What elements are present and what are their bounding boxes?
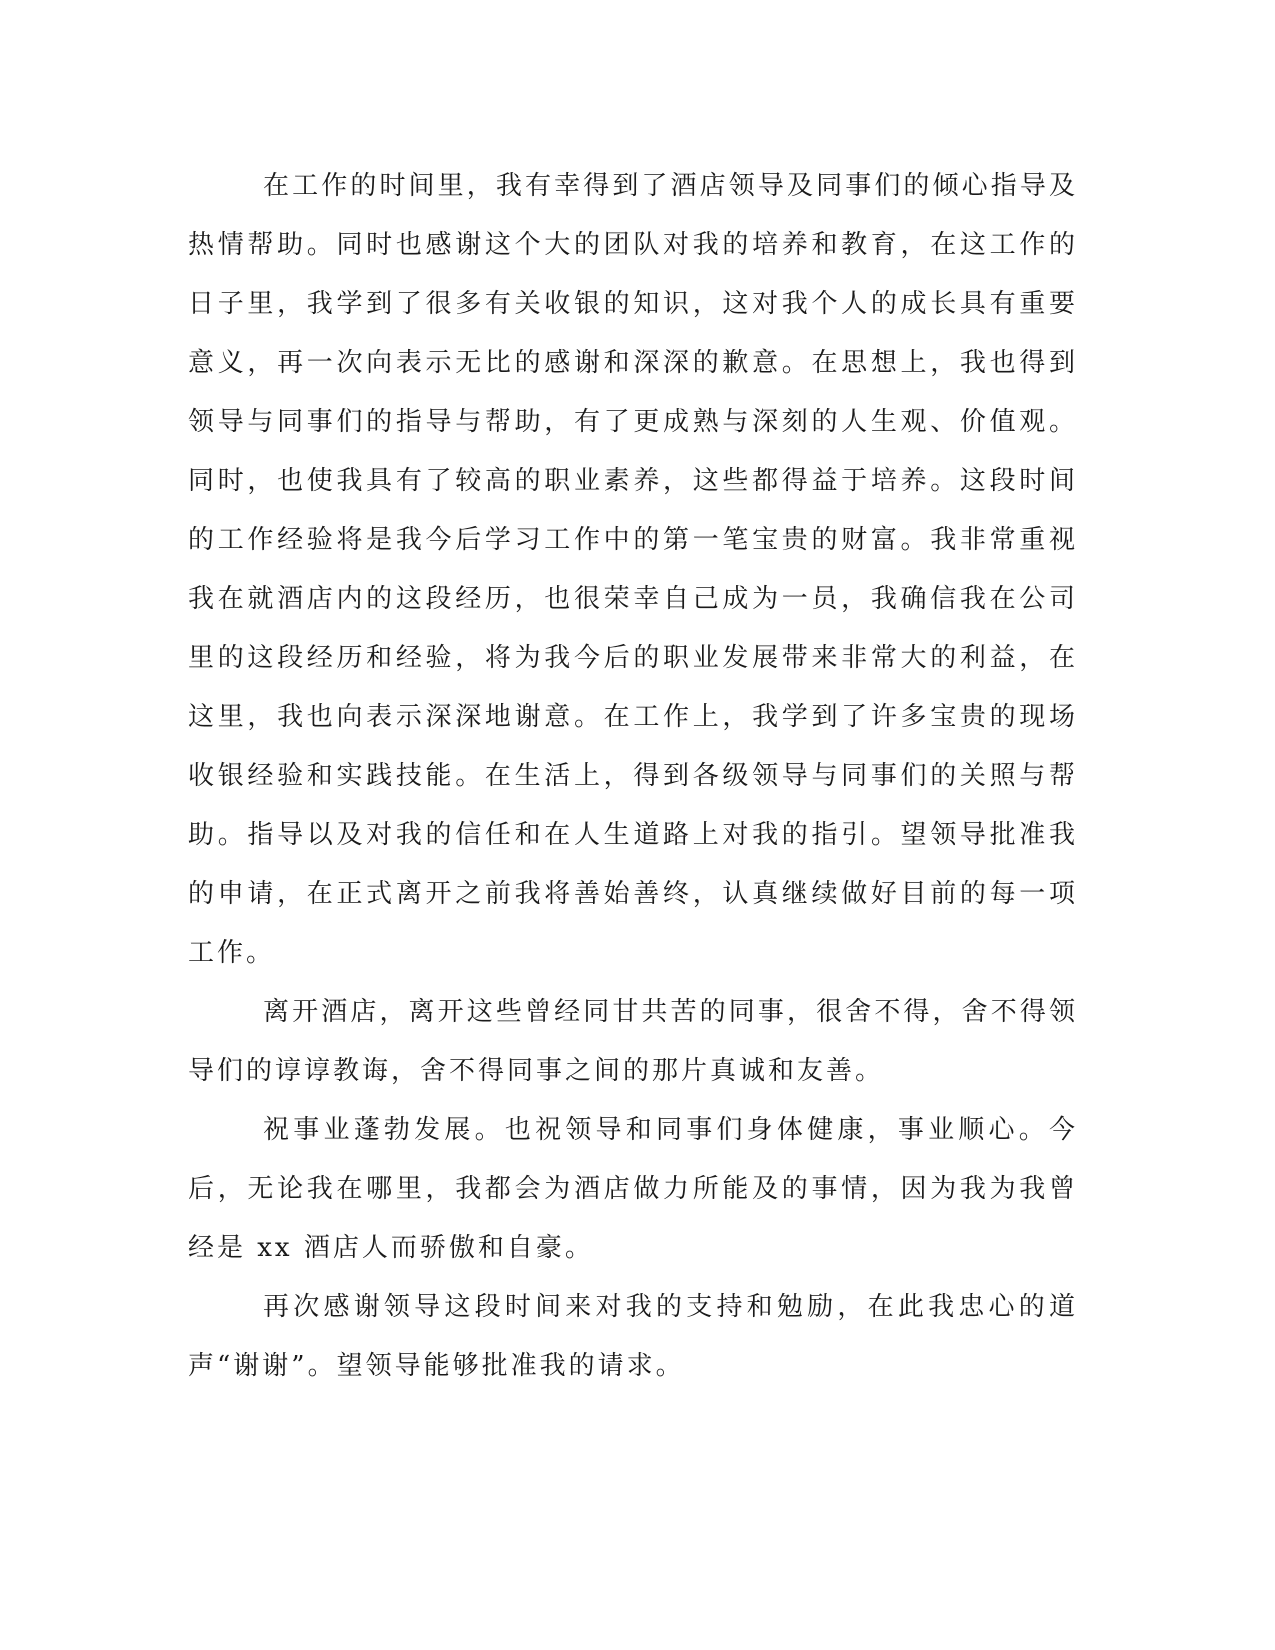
paragraph-wishes: 祝事业蓬勃发展。也祝领导和同事们身体健康，事业顺心。今后，无论我在哪里，我都会为酒店做力所能及的事情，因为我为我曾经是 xx 酒店人而骄傲和自豪。 (188, 1115, 1078, 1263)
paragraph-gratitude: 在工作的时间里，我有幸得到了酒店领导及同事们的倾心指导及热情帮助。同时也感谢这个大的团队对我的培养和教育，在这工作的日子里，我学到了很多有关收银的知识，这对我个人的成长具有重要意义，再一次向表示无比的感谢和深深的歉意。在思想上，我也得到领导与同事们的指导与帮助，有了更成熟与深刻的人生观、价值观。同时，也使我具有了较高的职业素养，这些都得益于培养。这段时间的工作经验将是我今后学习工作中的第一笔宝贵的财富。我非常重视我在就酒店内的这段经历，也很荣幸自己成为一员，我确信我在公司里的这段经历和经验，将为我今后的职业发展带来非常大的利益，在这里，我也向表示深深地谢意。在工作上，我学到了许多宝贵的现场收银经验和实践技能。在生活上，得到各级领导与同事们的关照与帮助。指导以及对我的信任和在人生道路上对我的指引。望领导批准我的申请，在正式离开之前我将善始善终，认真继续做好目前的每一项工作。 (188, 171, 1078, 968)
paragraph-closing: 再次感谢领导这段时间来对我的支持和勉励，在此我忠心的道声“谢谢”。望领导能够批准我的请求。 (188, 1292, 1078, 1381)
paragraph-farewell: 离开酒店，离开这些曾经同甘共苦的同事，很舍不得，舍不得领导们的谆谆教诲，舍不得同事之间的那片真诚和友善。 (188, 997, 1078, 1086)
document-body (188, 157, 1078, 1396)
